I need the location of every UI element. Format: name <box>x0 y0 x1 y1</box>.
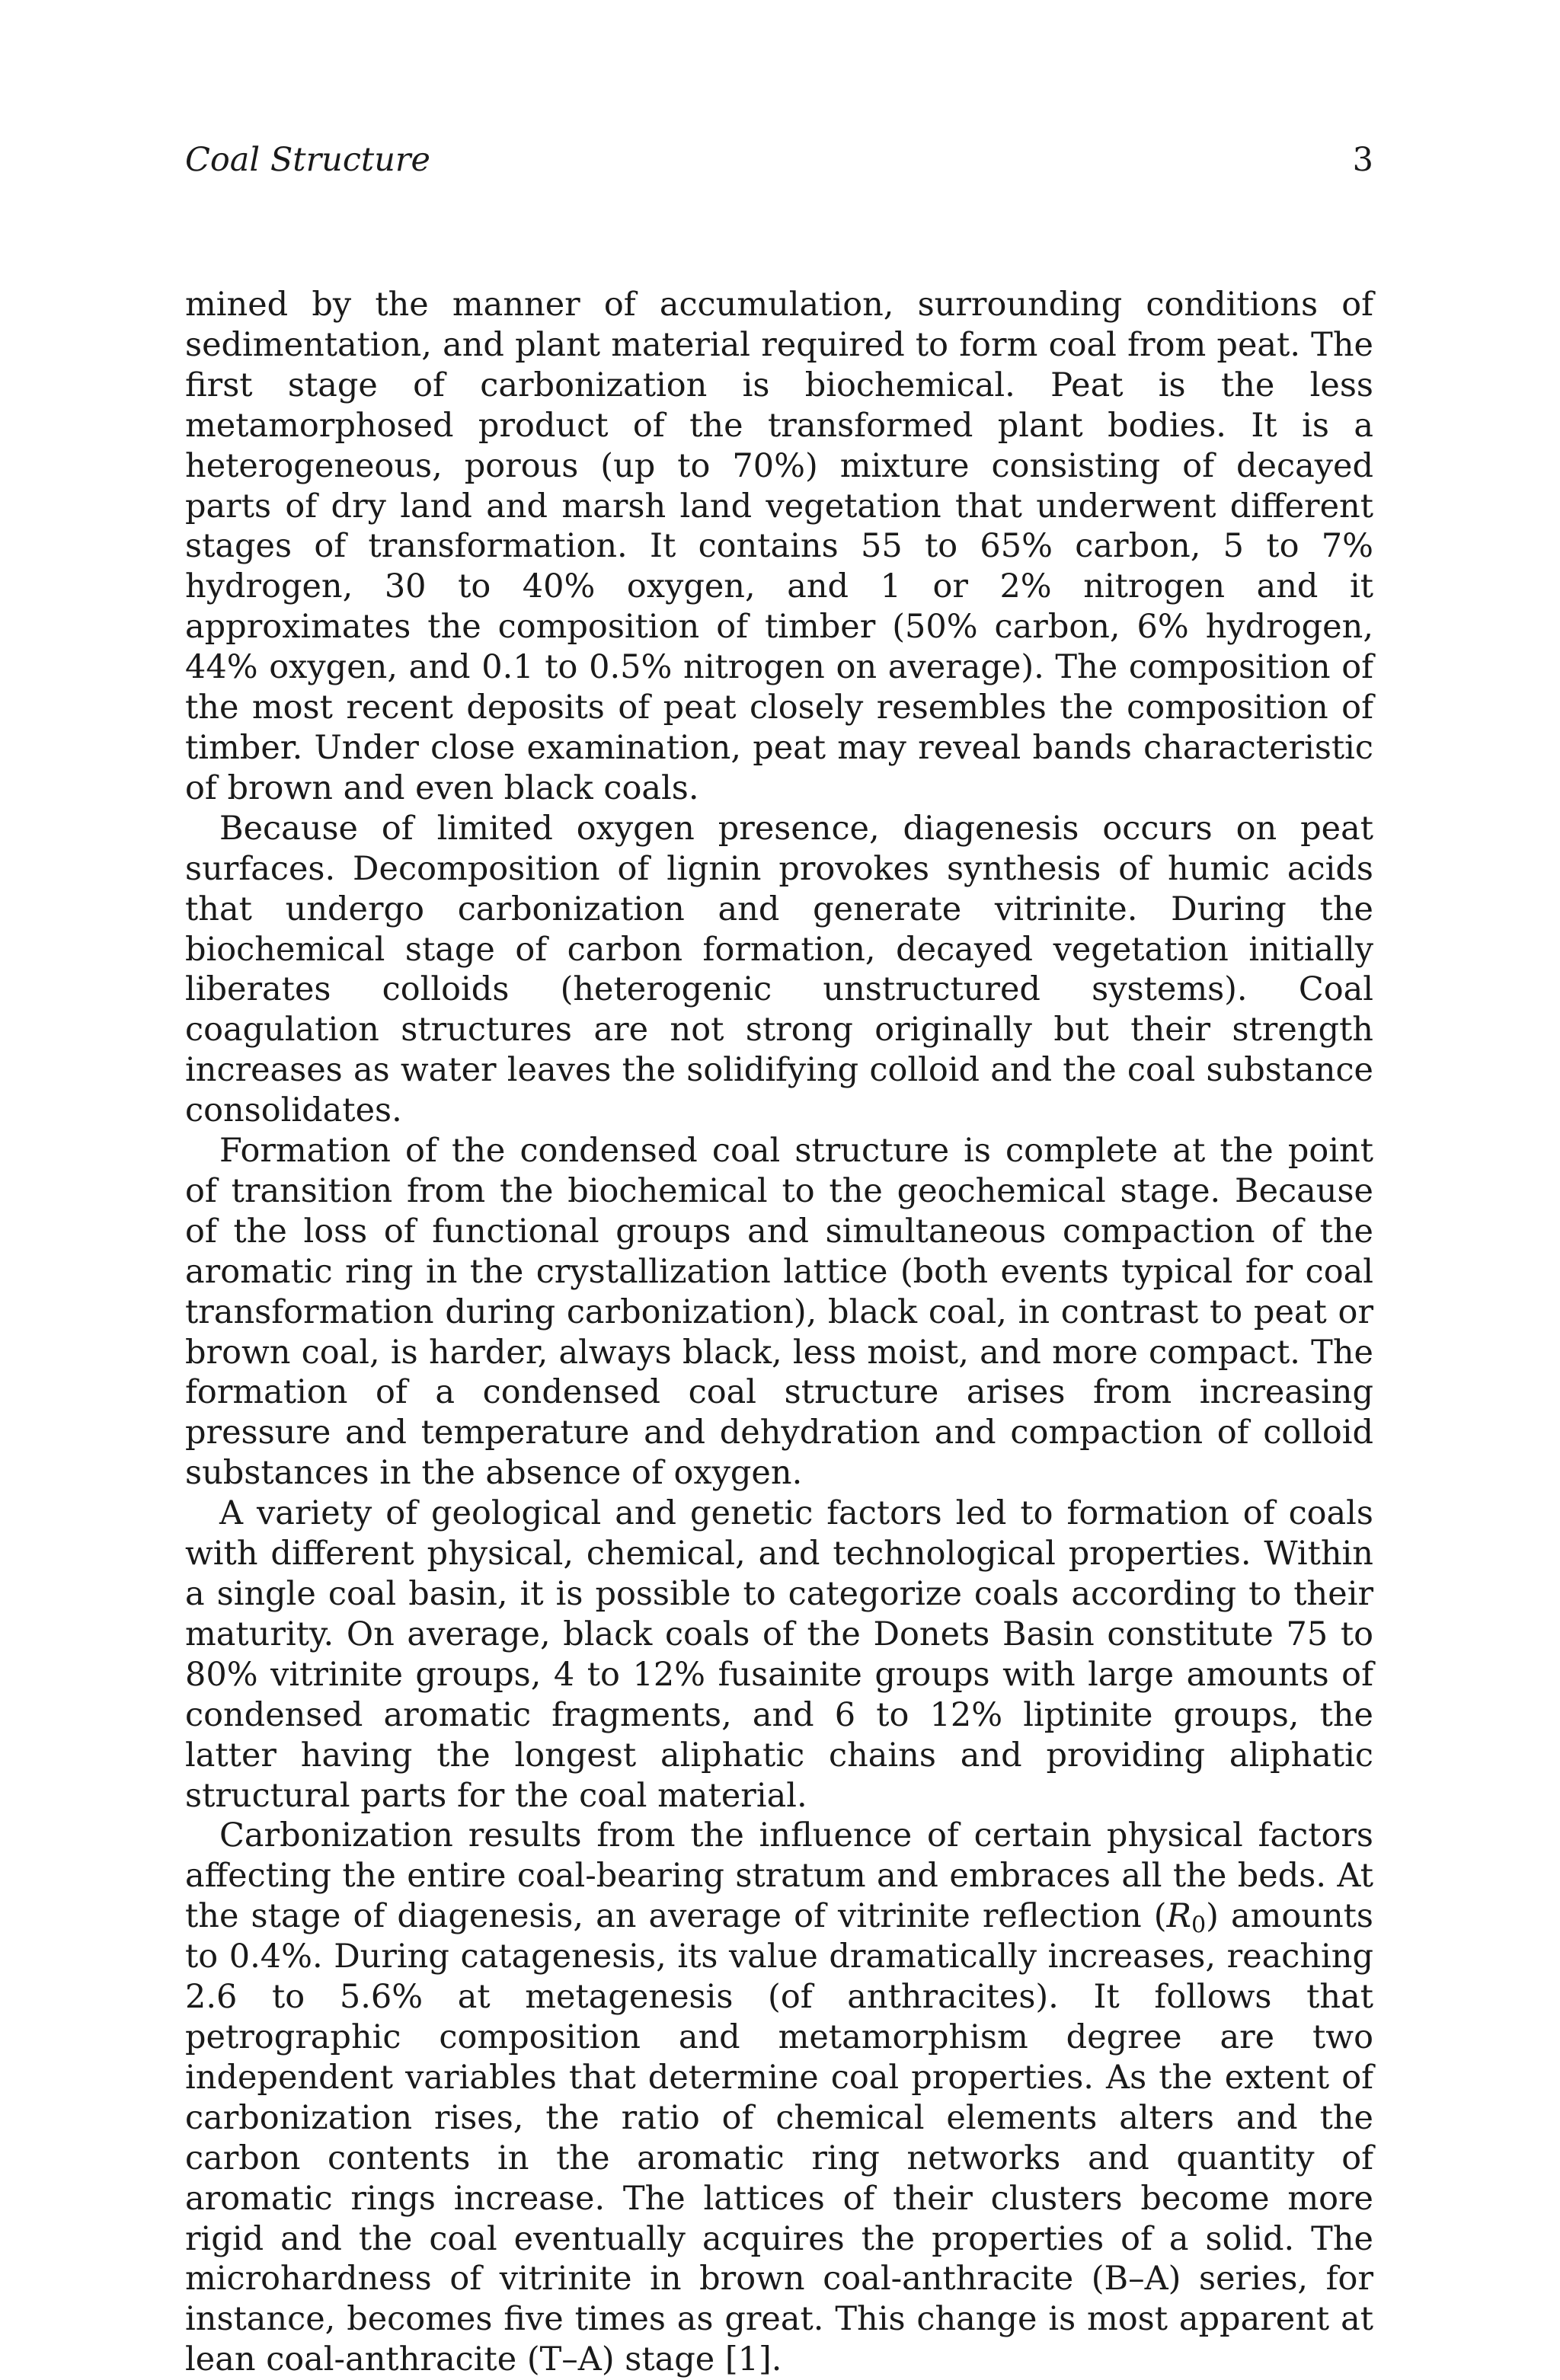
page-number: 3 <box>1352 141 1373 179</box>
running-head <box>185 137 1373 183</box>
paragraph-2: Because of limited oxygen presence, diagenesis occurs on peat surfaces. Decomposition of lignin provokes synthesis of humic acids that undergo carbonization and generate vitrinite. During the biochemical stage of carbon formation, decayed vegetation initially liberates colloids (heterogenic unstructured systems). Coal coagulation structures are not strong originally but their strength increases as water leaves the solidifying colloid and the coal substance consolidates. <box>185 809 1373 1130</box>
book-page <box>185 137 1373 2379</box>
paragraph-1: mined by the manner of accumulation, surrounding conditions of sedimentation, and plant material required to form coal from peat. The first stage of carbonization is biochemical. Peat is the less metamorphosed product of the transformed plant bodies. It is a heterogeneous, porous (up to 70%) mixture consisting of decayed parts of dry land and marsh land vegetation that underwent different stages of transformation. It contains 55 to 65% carbon, 5 to 7% hydrogen, 30 to 40% oxygen, and 1 or 2% nitrogen and it approximates the composition of timber (50% carbon, 6% hydrogen, 44% oxygen, and 0.1 to 0.5% nitrogen on average). The composition of the most recent deposits of peat closely resembles the composition of timber. Under close examination, peat may reveal bands characteristic of brown and even black coals. <box>185 286 1373 807</box>
paragraph-4: A variety of geological and genetic factors led to formation of coals with different physical, chemical, and technological properties. Within a single coal basin, it is possible to categorize coals according to their maturity. On average, black coals of the Donets Basin constitute 75 to 80% vitrinite groups, 4 to 12% fusainite groups with large amounts of condensed aromatic fragments, and 6 to 12% liptinite groups, the latter having the longest aliphatic chains and providing aliphatic structural parts for the coal material. <box>185 1494 1373 1815</box>
running-title: Coal Structure <box>185 141 430 179</box>
paragraph-5-part-1: Carbonization results from the influence of certain physical factors affecting the entire coal-bearing stratum and embraces all the beds. At the stage of diagenesis, an average of vitrinite reflection ( <box>185 1816 1373 1936</box>
reflection-symbol: R <box>1166 1897 1191 1936</box>
paragraph-3: Formation of the condensed coal structure is complete at the point of transition from the biochemical to the geochemical stage. Because of the loss of functional groups and simultaneous compaction of the aromatic ring in the crystallization lattice (both events typical for coal transformation during carbonization), black coal, in contrast to peat or brown coal, is harder, always black, less moist, and more compact. The formation of a condensed coal structure arises from increasing pressure and temperature and dehydration and compaction of colloid substances in the absence of oxygen. <box>185 1132 1373 1493</box>
paragraph-5-part-2: ) amounts to 0.4%. During catagenesis, its value dramatically increases, reaching 2.6 to 5.6% at metagenesis (of anthracites). It follows that petrographic composition and metamorphism degree are two independent variables that determine coal properties. As the extent of carbonization rises, the ratio of chemical elements alters and the carbon contents in the aromatic ring networks and quantity of aromatic rings increase. The lattices of their clusters become more rigid and the coal eventually acquires the properties of a solid. The microhardness of vitrinite in brown coal-anthracite (B–A) series, for instance, becomes five times as great. This change is most apparent at lean coal-anthracite (T–A) stage [1]. <box>185 1897 1373 2379</box>
body-text <box>185 285 1373 2380</box>
paragraph-5 <box>185 1816 1373 2380</box>
reflection-subscript: 0 <box>1191 1912 1207 1939</box>
